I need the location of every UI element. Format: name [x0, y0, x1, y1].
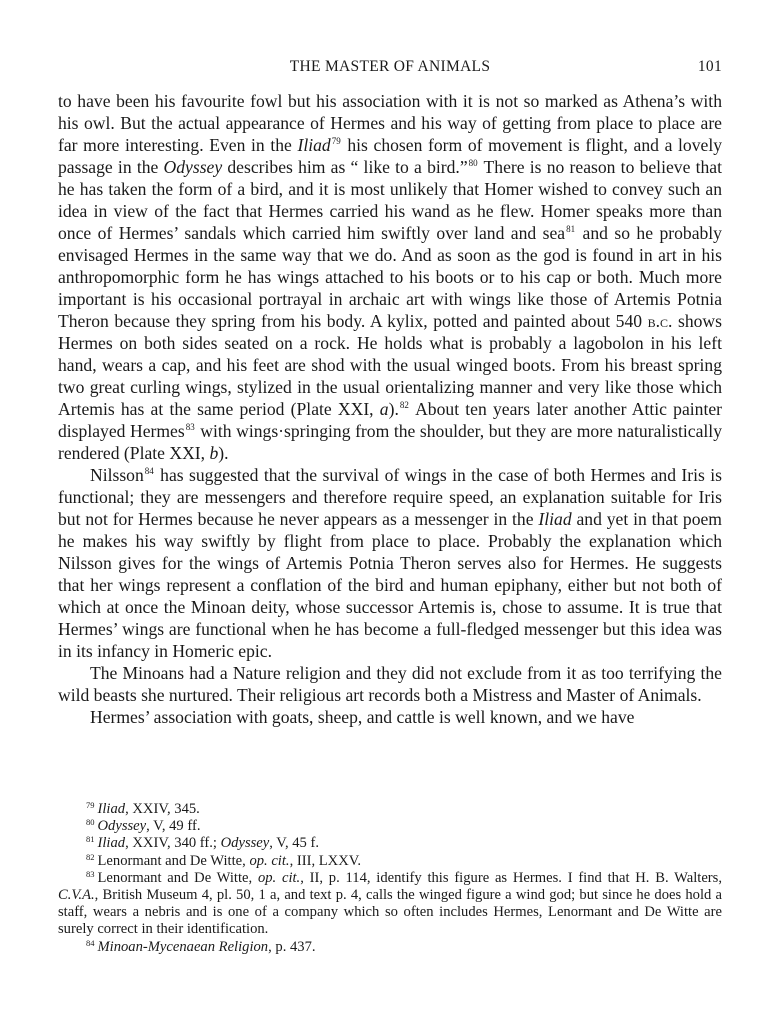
running-title: THE MASTER OF ANIMALS [289, 58, 491, 75]
paragraph [58, 706, 722, 728]
text-run: describes him as “ like to a bird.” [222, 157, 468, 177]
footnote [58, 870, 722, 939]
text-run: Hermes’ association with goats, sheep, and cattle is well known, and we have [90, 707, 635, 727]
text-run: his chosen form of movement is flight, and a lovely passage in the [58, 135, 723, 177]
text-run: , V, 49 ff. [146, 818, 201, 835]
italic-text: Odyssey [220, 835, 270, 852]
text-run: , III, LXXV. [289, 852, 362, 869]
text-run: ). [218, 443, 229, 463]
text-run: has suggested that the survival of wings in the case of both Hermes and Iris is functional; they are messengers and therefore require speed, an explanation suitable for Iris but not for Hermes because he never appears as a messenger in the [58, 465, 722, 529]
footnotes [58, 801, 722, 956]
footnote-marker: 84 [86, 937, 95, 948]
text-run: Lenormant and De Witte, [97, 869, 258, 886]
italic-text: a [379, 399, 389, 419]
text-run: and so he probably envisaged Hermes in the same way that we do. And as soon as the god is found in art in his anthropomorphic form he has wings attached to his boots or to his cap or both. Much more important is his occasional portrayal in archaic art with wings like those of Artemis Potnia Theron because they spring from his body. A kylix, potted and painted about 540 [58, 223, 722, 331]
italic-text: op. cit. [257, 869, 301, 886]
text-run: and yet in that poem he makes his way swiftly by flight from place to place. Probably the explanation which Nilsson gives for the wings of Artemis Potnia Theron serves also for Hermes. He suggests that her wings represent a conflation of the bird and human epiphany, either but not both of which at once the Minoan deity, whose successor Artemis is, chose to assume. It is true that Hermes’ wings are functional when he has become a full-fledged messenger but this idea was in its infancy in Homeric epic. [58, 509, 722, 661]
footnote-marker: 83 [185, 422, 195, 432]
italic-text: op. cit. [249, 852, 290, 869]
text-run: , V, 45 f. [269, 835, 320, 852]
main-text [58, 90, 722, 728]
footnote-marker: 83 [86, 868, 95, 879]
text-run: with wings·springing from the shoulder, but they are more naturalistically rendered (Plate XXI, [58, 421, 722, 463]
footnote-marker: 80 [468, 158, 478, 168]
text-run: , XXIV, 345. [125, 801, 200, 817]
footnote-marker: 81 [566, 224, 576, 234]
italic-text: Iliad [97, 835, 126, 852]
text-run: , p. 437. [268, 938, 316, 955]
footnote-marker: 84 [144, 466, 154, 476]
italic-text: Iliad [297, 135, 331, 155]
footnote-marker: 79 [86, 800, 95, 810]
italic-text: Minoan-Mycenaean Religion [97, 938, 269, 955]
footnote-marker: 81 [86, 834, 95, 845]
footnote-marker: 82 [399, 400, 409, 410]
italic-text: Odyssey [163, 157, 223, 177]
text-run: shows Hermes on both sides seated on a rock. He holds what is probably a lagobolon in his left hand, wears a cap, and his feet are shod with the usual winged boots. From his breast spring two great curling wings, stylized in the usual orientalizing manner and very like those which Artemis has at the same period (Plate XXI, [58, 311, 722, 419]
running-header [58, 58, 722, 80]
text-run: The Minoans had a Nature religion and they did not exclude from it as too terrifying the wild beasts she nurtured. Their religious art records both a Mistress and Master of Animals. [58, 663, 722, 705]
footnote-marker: 82 [86, 851, 95, 862]
small-caps-text: b.c. [647, 311, 673, 331]
footnote-marker: 79 [331, 136, 341, 146]
italic-text: Odyssey [97, 818, 147, 835]
footnote [58, 818, 722, 835]
footnote [58, 939, 722, 956]
text-run: Nilsson [90, 465, 144, 485]
italic-text: C.V.A. [58, 887, 95, 904]
paragraph [58, 464, 722, 662]
text-run: , II, p. 114, identify this figure as Hermes. I find that H. B. Walters, [300, 869, 722, 886]
italic-text: Iliad [97, 801, 126, 817]
paragraph [58, 90, 722, 464]
text-run: Lenormant and De Witte, [97, 852, 250, 869]
italic-text: b [209, 443, 219, 463]
text-run: There is no reason to believe that he has taken the form of a bird, and it is most unlikely that Homer wished to convey such an idea in view of the fact that Hermes carried his wand as he flew. Homer speaks more than once of Hermes’ sandals which carried him swiftly over land and sea [58, 157, 722, 243]
footnote [58, 835, 722, 852]
footnote-marker: 80 [86, 817, 95, 828]
text-run: ). [388, 399, 399, 419]
text-run: , British Museum 4, pl. 50, 1 a, and text p. 4, calls the winged figure a wind god; but since he does hold a staff, wears a nebris and is one of a company which so often includes Hermes, Lenormant and De Witte are surely correct in their identification. [58, 887, 722, 938]
footnote [58, 853, 722, 870]
page-number: 101 [697, 58, 722, 75]
text-run: About ten years later another Attic painter displayed Hermes [58, 399, 722, 441]
text-run: to have been his favourite fowl but his association with it is not so marked as Athena’s with his owl. But the actual appearance of Hermes and his way of getting from place to place are far more interesting. Even in the [58, 91, 722, 155]
paragraph [58, 662, 722, 706]
italic-text: Iliad [538, 509, 572, 529]
footnote [58, 801, 722, 818]
text-run: , XXIV, 340 ff.; [125, 835, 221, 852]
